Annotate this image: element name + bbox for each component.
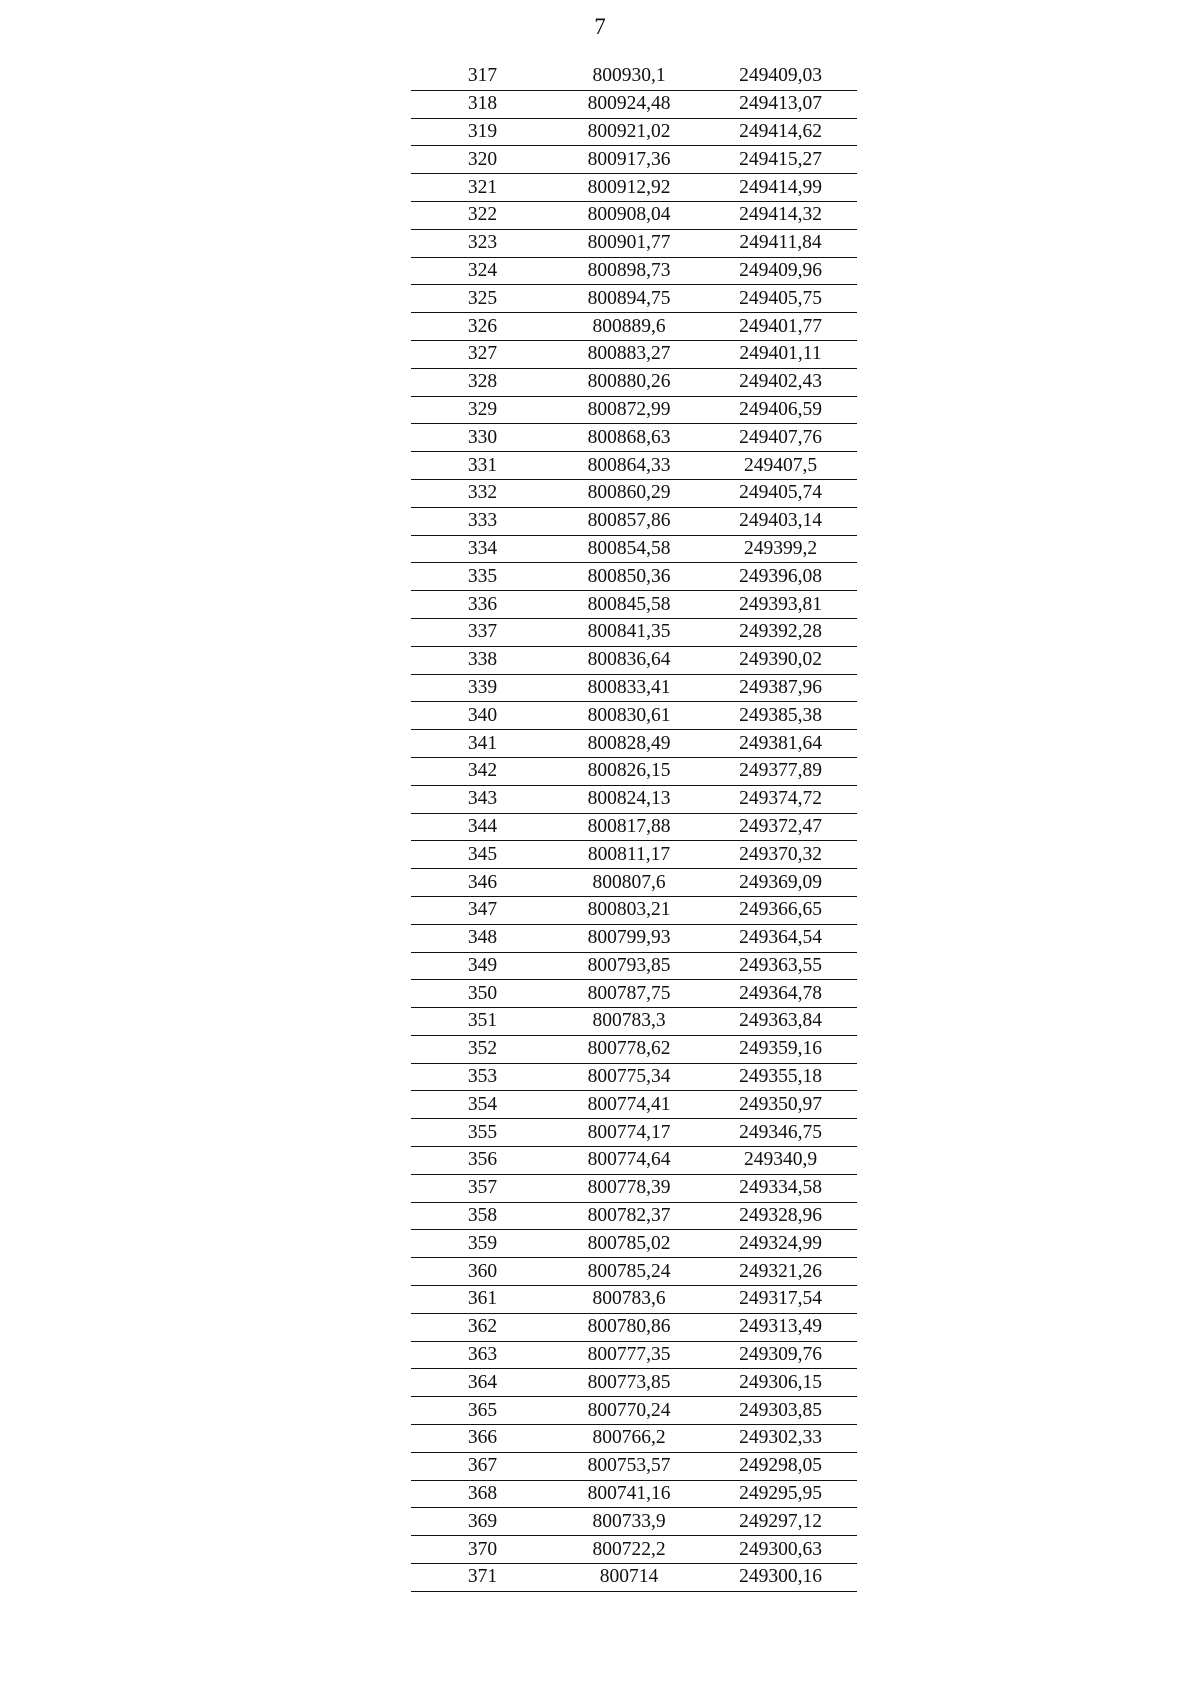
x-coordinate-cell: 800841,35 (554, 618, 704, 646)
point-number-cell: 320 (411, 146, 554, 174)
x-coordinate-cell: 800753,57 (554, 1452, 704, 1480)
x-coordinate-cell: 800883,27 (554, 340, 704, 368)
point-number-cell: 331 (411, 452, 554, 480)
table-row (411, 313, 857, 341)
point-number-cell: 342 (411, 757, 554, 785)
x-coordinate-cell: 800766,2 (554, 1425, 704, 1453)
y-coordinate-cell: 249403,14 (704, 507, 857, 535)
x-coordinate-cell: 800889,6 (554, 313, 704, 341)
table-row (411, 1091, 857, 1119)
x-coordinate-cell: 800901,77 (554, 229, 704, 257)
point-number-cell: 324 (411, 257, 554, 285)
point-number-cell: 330 (411, 424, 554, 452)
point-number-cell: 367 (411, 1452, 554, 1480)
y-coordinate-cell: 249364,78 (704, 980, 857, 1008)
x-coordinate-cell: 800774,17 (554, 1119, 704, 1147)
x-coordinate-cell: 800777,35 (554, 1341, 704, 1369)
table-row (411, 1508, 857, 1536)
y-coordinate-cell: 249302,33 (704, 1425, 857, 1453)
table-row (411, 1341, 857, 1369)
x-coordinate-cell: 800803,21 (554, 896, 704, 924)
table-row (411, 1174, 857, 1202)
x-coordinate-cell: 800917,36 (554, 146, 704, 174)
y-coordinate-cell: 249366,65 (704, 896, 857, 924)
x-coordinate-cell: 800778,62 (554, 1035, 704, 1063)
table-row (411, 646, 857, 674)
point-number-cell: 345 (411, 841, 554, 869)
table-row (411, 1119, 857, 1147)
point-number-cell: 351 (411, 1008, 554, 1036)
table-row (411, 674, 857, 702)
x-coordinate-cell: 800908,04 (554, 201, 704, 229)
table-row (411, 1008, 857, 1036)
table-row (411, 1452, 857, 1480)
table-row (411, 118, 857, 146)
table-row (411, 285, 857, 313)
y-coordinate-cell: 249385,38 (704, 702, 857, 730)
point-number-cell: 368 (411, 1480, 554, 1508)
y-coordinate-cell: 249387,96 (704, 674, 857, 702)
y-coordinate-cell: 249372,47 (704, 813, 857, 841)
table-row (411, 1564, 857, 1592)
table-row (411, 63, 857, 90)
point-number-cell: 352 (411, 1035, 554, 1063)
page-number: 7 (594, 14, 606, 39)
table-row (411, 1258, 857, 1286)
point-number-cell: 325 (411, 285, 554, 313)
table-row (411, 479, 857, 507)
x-coordinate-cell: 800722,2 (554, 1536, 704, 1564)
x-coordinate-cell: 800921,02 (554, 118, 704, 146)
point-number-cell: 323 (411, 229, 554, 257)
x-coordinate-cell: 800783,3 (554, 1008, 704, 1036)
point-number-cell: 327 (411, 340, 554, 368)
y-coordinate-cell: 249405,75 (704, 285, 857, 313)
y-coordinate-cell: 249340,9 (704, 1147, 857, 1175)
point-number-cell: 355 (411, 1119, 554, 1147)
y-coordinate-cell: 249321,26 (704, 1258, 857, 1286)
x-coordinate-cell: 800774,64 (554, 1147, 704, 1175)
y-coordinate-cell: 249317,54 (704, 1286, 857, 1314)
x-coordinate-cell: 800836,64 (554, 646, 704, 674)
x-coordinate-cell: 800860,29 (554, 479, 704, 507)
table-row (411, 1063, 857, 1091)
point-number-cell: 337 (411, 618, 554, 646)
y-coordinate-cell: 249402,43 (704, 368, 857, 396)
x-coordinate-cell: 800872,99 (554, 396, 704, 424)
point-number-cell: 340 (411, 702, 554, 730)
point-number-cell: 334 (411, 535, 554, 563)
y-coordinate-cell: 249300,16 (704, 1564, 857, 1592)
x-coordinate-cell: 800828,49 (554, 730, 704, 758)
x-coordinate-cell: 800793,85 (554, 952, 704, 980)
y-coordinate-cell: 249407,76 (704, 424, 857, 452)
y-coordinate-cell: 249377,89 (704, 757, 857, 785)
table-row (411, 591, 857, 619)
y-coordinate-cell: 249406,59 (704, 396, 857, 424)
x-coordinate-cell: 800845,58 (554, 591, 704, 619)
x-coordinate-cell: 800774,41 (554, 1091, 704, 1119)
x-coordinate-cell: 800780,86 (554, 1313, 704, 1341)
y-coordinate-cell: 249350,97 (704, 1091, 857, 1119)
point-number-cell: 349 (411, 952, 554, 980)
y-coordinate-cell: 249303,85 (704, 1397, 857, 1425)
y-coordinate-cell: 249415,27 (704, 146, 857, 174)
y-coordinate-cell: 249364,54 (704, 924, 857, 952)
table-row (411, 1313, 857, 1341)
point-number-cell: 357 (411, 1174, 554, 1202)
table-row (411, 869, 857, 897)
coordinates-table (411, 63, 857, 1592)
x-coordinate-cell: 800894,75 (554, 285, 704, 313)
table-row (411, 618, 857, 646)
y-coordinate-cell: 249324,99 (704, 1230, 857, 1258)
point-number-cell: 364 (411, 1369, 554, 1397)
point-number-cell: 329 (411, 396, 554, 424)
table-row (411, 563, 857, 591)
table-row (411, 396, 857, 424)
point-number-cell: 370 (411, 1536, 554, 1564)
point-number-cell: 348 (411, 924, 554, 952)
y-coordinate-cell: 249313,49 (704, 1313, 857, 1341)
table-row (411, 368, 857, 396)
point-number-cell: 365 (411, 1397, 554, 1425)
y-coordinate-cell: 249334,58 (704, 1174, 857, 1202)
table-row (411, 424, 857, 452)
y-coordinate-cell: 249401,11 (704, 340, 857, 368)
x-coordinate-cell: 800775,34 (554, 1063, 704, 1091)
y-coordinate-cell: 249399,2 (704, 535, 857, 563)
point-number-cell: 358 (411, 1202, 554, 1230)
table-row (411, 340, 857, 368)
x-coordinate-cell: 800930,1 (554, 63, 704, 90)
table-row (411, 952, 857, 980)
x-coordinate-cell: 800770,24 (554, 1397, 704, 1425)
table-row (411, 1147, 857, 1175)
x-coordinate-cell: 800912,92 (554, 174, 704, 202)
point-number-cell: 362 (411, 1313, 554, 1341)
y-coordinate-cell: 249381,64 (704, 730, 857, 758)
table-row (411, 1536, 857, 1564)
x-coordinate-cell: 800833,41 (554, 674, 704, 702)
y-coordinate-cell: 249407,5 (704, 452, 857, 480)
y-coordinate-cell: 249295,95 (704, 1480, 857, 1508)
point-number-cell: 344 (411, 813, 554, 841)
x-coordinate-cell: 800868,63 (554, 424, 704, 452)
x-coordinate-cell: 800824,13 (554, 785, 704, 813)
y-coordinate-cell: 249374,72 (704, 785, 857, 813)
point-number-cell: 347 (411, 896, 554, 924)
x-coordinate-cell: 800830,61 (554, 702, 704, 730)
y-coordinate-cell: 249401,77 (704, 313, 857, 341)
x-coordinate-cell: 800817,88 (554, 813, 704, 841)
y-coordinate-cell: 249409,96 (704, 257, 857, 285)
point-number-cell: 339 (411, 674, 554, 702)
table-row (411, 535, 857, 563)
y-coordinate-cell: 249370,32 (704, 841, 857, 869)
point-number-cell: 356 (411, 1147, 554, 1175)
y-coordinate-cell: 249390,02 (704, 646, 857, 674)
y-coordinate-cell: 249411,84 (704, 229, 857, 257)
point-number-cell: 318 (411, 90, 554, 118)
table-row (411, 980, 857, 1008)
table-row (411, 730, 857, 758)
table-row (411, 757, 857, 785)
table-row (411, 1397, 857, 1425)
x-coordinate-cell: 800857,86 (554, 507, 704, 535)
table-row (411, 452, 857, 480)
y-coordinate-cell: 249306,15 (704, 1369, 857, 1397)
point-number-cell: 328 (411, 368, 554, 396)
y-coordinate-cell: 249298,05 (704, 1452, 857, 1480)
table-row (411, 90, 857, 118)
x-coordinate-cell: 800741,16 (554, 1480, 704, 1508)
y-coordinate-cell: 249346,75 (704, 1119, 857, 1147)
point-number-cell: 346 (411, 869, 554, 897)
x-coordinate-cell: 800773,85 (554, 1369, 704, 1397)
x-coordinate-cell: 800924,48 (554, 90, 704, 118)
point-number-cell: 359 (411, 1230, 554, 1258)
table-row (411, 924, 857, 952)
point-number-cell: 335 (411, 563, 554, 591)
y-coordinate-cell: 249405,74 (704, 479, 857, 507)
y-coordinate-cell: 249396,08 (704, 563, 857, 591)
table-row (411, 174, 857, 202)
table-row (411, 1480, 857, 1508)
x-coordinate-cell: 800880,26 (554, 368, 704, 396)
y-coordinate-cell: 249355,18 (704, 1063, 857, 1091)
point-number-cell: 360 (411, 1258, 554, 1286)
x-coordinate-cell: 800898,73 (554, 257, 704, 285)
x-coordinate-cell: 800811,17 (554, 841, 704, 869)
table-row (411, 201, 857, 229)
x-coordinate-cell: 800782,37 (554, 1202, 704, 1230)
x-coordinate-cell: 800854,58 (554, 535, 704, 563)
table-row (411, 785, 857, 813)
y-coordinate-cell: 249309,76 (704, 1341, 857, 1369)
point-number-cell: 317 (411, 63, 554, 90)
y-coordinate-cell: 249369,09 (704, 869, 857, 897)
table-row (411, 229, 857, 257)
y-coordinate-cell: 249414,32 (704, 201, 857, 229)
x-coordinate-cell: 800785,02 (554, 1230, 704, 1258)
point-number-cell: 326 (411, 313, 554, 341)
table-row (411, 1286, 857, 1314)
x-coordinate-cell: 800778,39 (554, 1174, 704, 1202)
table-row (411, 702, 857, 730)
point-number-cell: 369 (411, 1508, 554, 1536)
table-row (411, 257, 857, 285)
table-row (411, 146, 857, 174)
point-number-cell: 353 (411, 1063, 554, 1091)
table-row (411, 507, 857, 535)
x-coordinate-cell: 800864,33 (554, 452, 704, 480)
y-coordinate-cell: 249409,03 (704, 63, 857, 90)
x-coordinate-cell: 800826,15 (554, 757, 704, 785)
y-coordinate-cell: 249300,63 (704, 1536, 857, 1564)
x-coordinate-cell: 800714 (554, 1564, 704, 1592)
y-coordinate-cell: 249393,81 (704, 591, 857, 619)
table-row (411, 1230, 857, 1258)
point-number-cell: 363 (411, 1341, 554, 1369)
x-coordinate-cell: 800733,9 (554, 1508, 704, 1536)
x-coordinate-cell: 800783,6 (554, 1286, 704, 1314)
table-row (411, 896, 857, 924)
point-number-cell: 336 (411, 591, 554, 619)
x-coordinate-cell: 800799,93 (554, 924, 704, 952)
point-number-cell: 343 (411, 785, 554, 813)
y-coordinate-cell: 249363,84 (704, 1008, 857, 1036)
table-row (411, 1035, 857, 1063)
y-coordinate-cell: 249413,07 (704, 90, 857, 118)
table-row (411, 1369, 857, 1397)
x-coordinate-cell: 800785,24 (554, 1258, 704, 1286)
table-row (411, 1425, 857, 1453)
y-coordinate-cell: 249414,62 (704, 118, 857, 146)
y-coordinate-cell: 249297,12 (704, 1508, 857, 1536)
x-coordinate-cell: 800787,75 (554, 980, 704, 1008)
point-number-cell: 319 (411, 118, 554, 146)
point-number-cell: 371 (411, 1564, 554, 1592)
y-coordinate-cell: 249363,55 (704, 952, 857, 980)
table-row (411, 841, 857, 869)
point-number-cell: 333 (411, 507, 554, 535)
y-coordinate-cell: 249414,99 (704, 174, 857, 202)
point-number-cell: 338 (411, 646, 554, 674)
coordinates-table-body (411, 63, 857, 1591)
y-coordinate-cell: 249328,96 (704, 1202, 857, 1230)
point-number-cell: 354 (411, 1091, 554, 1119)
table-row (411, 813, 857, 841)
table-row (411, 1202, 857, 1230)
y-coordinate-cell: 249359,16 (704, 1035, 857, 1063)
point-number-cell: 341 (411, 730, 554, 758)
point-number-cell: 366 (411, 1425, 554, 1453)
y-coordinate-cell: 249392,28 (704, 618, 857, 646)
x-coordinate-cell: 800850,36 (554, 563, 704, 591)
point-number-cell: 321 (411, 174, 554, 202)
point-number-cell: 361 (411, 1286, 554, 1314)
point-number-cell: 322 (411, 201, 554, 229)
point-number-cell: 332 (411, 479, 554, 507)
point-number-cell: 350 (411, 980, 554, 1008)
x-coordinate-cell: 800807,6 (554, 869, 704, 897)
